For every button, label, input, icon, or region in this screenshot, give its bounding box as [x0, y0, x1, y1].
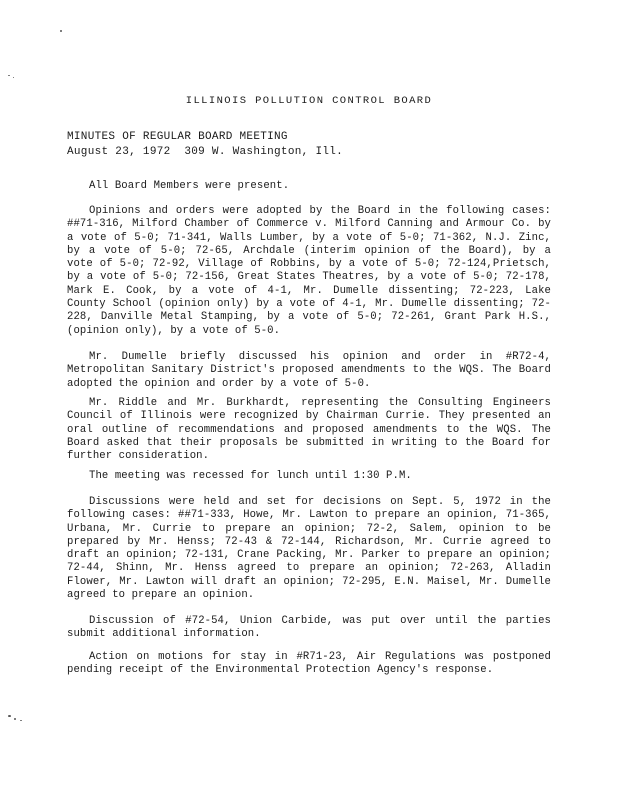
- minutes-header: [67, 130, 343, 160]
- paragraph-discussions-held: Discussions were held and set for decisions on Sept. 5, 1972 in the following cases: ##71-333, Howe, Mr. Lawton to prepare an opinion, 71-365, Urbana, Mr. Currie to prepare an opinion; 72-2, Salem, opinion to be prepared by Mr. Henss; 72-43 & 72-144, Richardson, Mr. Currie agreed to draft an opinion; 72-131, Crane Packing, Mr. Parker to prepare an opinion; 72-44, Shinn, Mr. Henss agreed to prepare an opinion; 72-263, Alladin Flower, Mr. Lawton will draft an opinion; 72-295, E.N. Maisel, Mr. Dumelle agreed to prepare an opinion.: [67, 496, 551, 602]
- paragraph-dumelle-discussion: Mr. Dumelle briefly discussed his opinion and order in #R72-4, Metropolitan Sanitary District's proposed amendments to the WQS. The Board adopted the opinion and order by a vote of 5-0.: [67, 351, 551, 390]
- paragraph-recess: The meeting was recessed for lunch until 1:30 P.M.: [89, 470, 412, 482]
- scan-speck: [13, 77, 14, 78]
- scan-speck: [20, 720, 22, 721]
- meeting-date-location: August 23, 1972 309 W. Washington, Ill.: [67, 146, 344, 158]
- scan-speck: [8, 75, 10, 76]
- paragraph-union-carbide: Discussion of #72-54, Union Carbide, was put over until the parties submit additional information.: [67, 615, 551, 641]
- paragraph-attendance: All Board Members were present.: [89, 180, 290, 192]
- scan-speck: [60, 30, 62, 32]
- document-heading: ILLINOIS POLLUTION CONTROL BOARD: [185, 95, 433, 107]
- scan-speck: [8, 715, 11, 717]
- minutes-title: MINUTES OF REGULAR BOARD MEETING: [67, 131, 288, 143]
- scan-speck: [14, 718, 16, 720]
- paragraph-consulting-engineers: Mr. Riddle and Mr. Burkhardt, representing the Consulting Engineers Council of Illinois were recognized by Chairman Currie. They presented an oral outline of recommendations and proposed amendments to the WQS. The Board asked that their proposals be submitted in writing to the Board for further consideration.: [67, 397, 551, 463]
- paragraph-motions-for-stay: Action on motions for stay in #R71-23, Air Regulations was postponed pending receipt of the Environmental Protection Agency's response.: [67, 651, 551, 677]
- paragraph-opinions-adopted: Opinions and orders were adopted by the Board in the following cases: ##71-316, Milford Chamber of Commerce v. Milford Canning and Armour Co. by a vote of 5-0; 71-341, Walls Lumber, by a vote of 5-0; 71-362, N.J. Zinc, by a vote of 5-0; 72-65, Archdale (interim opinion of the Board), by a vote of 5-0; 72-92, Village of Robbins, by a vote of 5-0; 72-124,Prietsch, by a vote of 5-0; 72-156, Great States Theatres, by a vote of 5-0; 72-178, Mark E. Cook, by a vote of 4-1, Mr. Dumelle dissenting; 72-223, Lake County School (opinion only) by a vote of 4-1, Mr. Dumelle dissenting; 72-228, Danville Metal Stamping, by a vote of 5-0; 72-261, Grant Park H.S., (opinion only), by a vote of 5-0.: [67, 205, 551, 337]
